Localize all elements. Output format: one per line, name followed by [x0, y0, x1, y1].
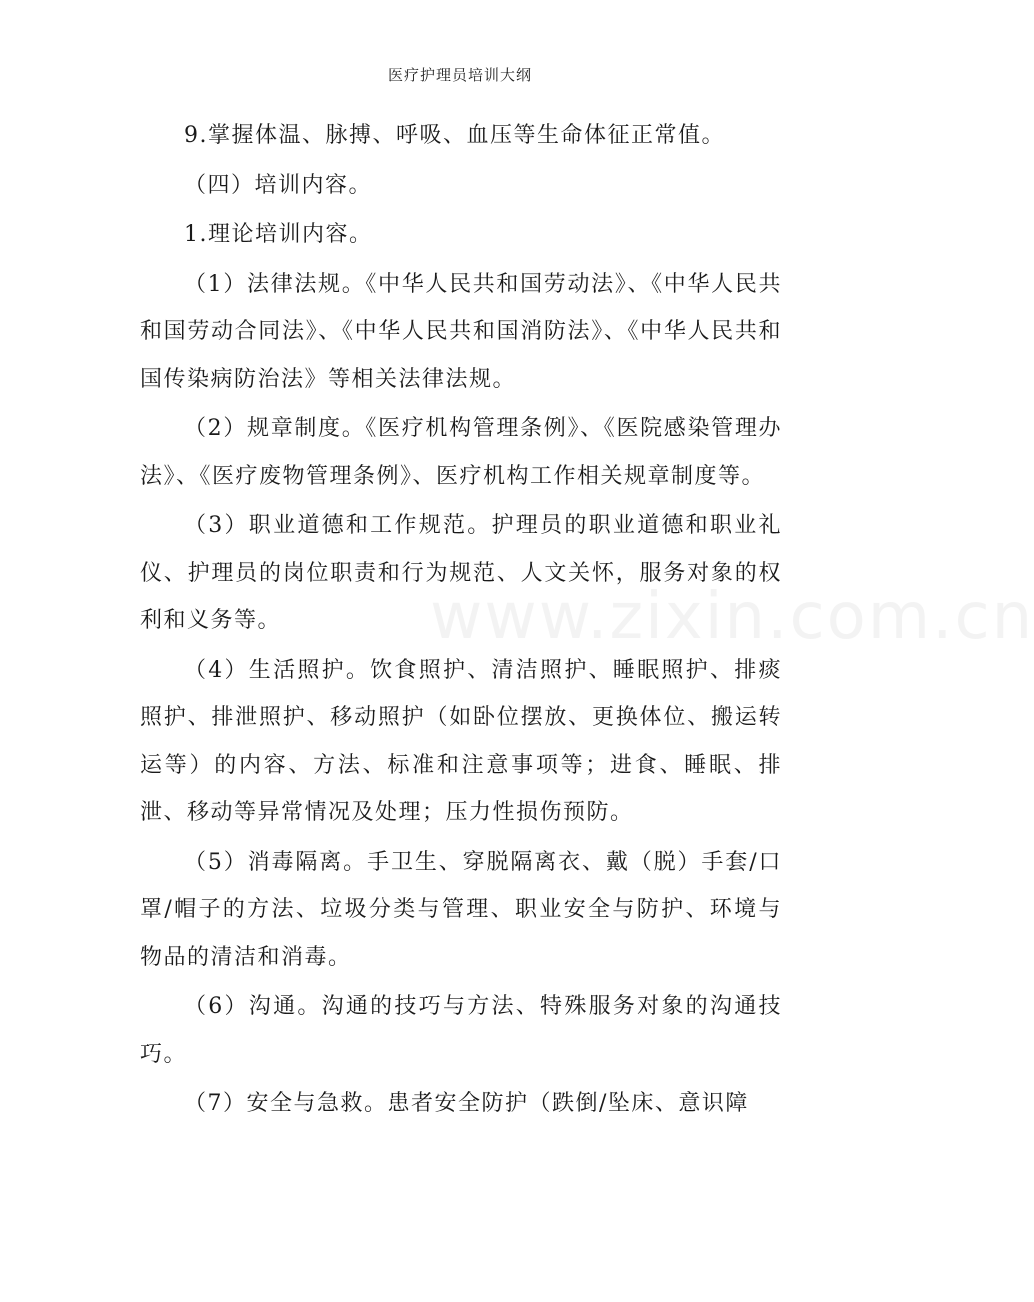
document-body [140, 112, 782, 1130]
paragraph-laws: （1）法律法规。《中华人民共和国劳动法》、《中华人民共和国劳动合同法》、《中华人民共和国消防法》、《中华人民共和国传染病防治法》等相关法律法规。 [140, 271, 782, 392]
paragraph-communication: （6）沟通。沟通的技巧与方法、特殊服务对象的沟通技巧。 [140, 994, 782, 1067]
page-header-title: 医疗护理员培训大纲 [387, 66, 532, 84]
paragraph-daily-care: （4）生活照护。饮食照护、清洁照护、睡眠照护、排痰照护、排泄照护、移动照护（如卧位摆放、更换体位、搬运转运等）的内容、方法、标准和注意事项等；进食、睡眠、排泄、移动等异常情况及处理；压力性损伤预防。 [140, 657, 782, 825]
paragraph-regulations: （2）规章制度。《医疗机构管理条例》、《医院感染管理办法》、《医疗废物管理条例》、医疗机构工作相关规章制度等。 [140, 416, 782, 489]
section-heading-training-content: （四）培训内容。 [184, 172, 373, 198]
paragraph-safety: （7）安全与急救。患者安全防护（跌倒/坠床、意识障 [184, 1091, 749, 1116]
paragraph-disinfection: （5）消毒隔离。手卫生、穿脱隔离衣、戴（脱）手套/口罩/帽子的方法、垃圾分类与管理、职业安全与防护、环境与物品的清洁和消毒。 [140, 849, 782, 970]
watermark: www.zixin.com.cn [430, 580, 1034, 654]
paragraph-ethics: （3）职业道德和工作规范。护理员的职业道德和职业礼仪、护理员的岗位职责和行为规范、人文关怀，服务对象的权利和义务等。 [140, 513, 782, 633]
paragraph-vital-signs: 9.掌握体温、脉搏、呼吸、血压等生命体征正常值。 [184, 123, 725, 148]
subheading-theory-training: 1.理论培训内容。 [184, 222, 373, 247]
